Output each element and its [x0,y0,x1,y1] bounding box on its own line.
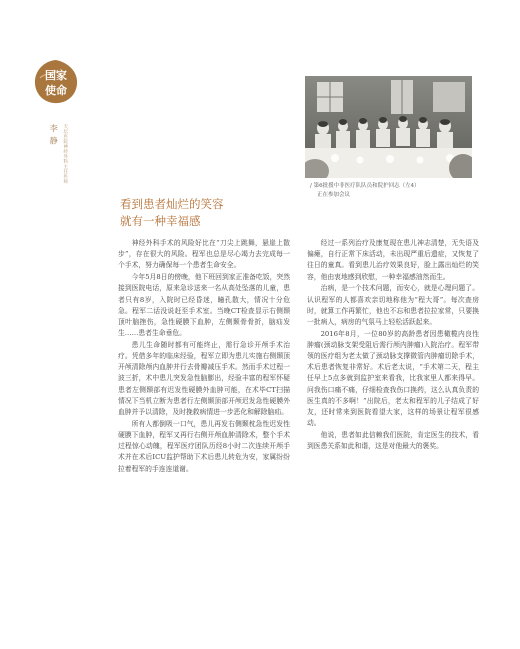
photo-caption [310,182,480,200]
svg-text:使命: 使命 [45,84,67,97]
svg-text:国家: 国家 [45,69,67,82]
seal-side-title: 李 静 [49,124,59,146]
left-column [118,238,290,475]
photo-caption-line2: 正在参加会议 [317,192,351,198]
paragraph: 患儿生命随时都有可能终止，需行急诊开颅手术治疗。凭借多年的临床经验，程军立即为患儿实施右侧颞顶开颅清除颅内血肿并行去骨瓣减压手术。然而手术过程一波三折，术中患儿突发急性脑膨出，经验丰富的程军怀疑患者左侧颞部有迟发性硬膜外血肿可能，在术毕CT扫描情况下当机立断为患者行左侧颞顶部开颅迟发急性硬膜外血肿并予以清除，及时挽救病情进一步恶化和解除脑疝。 [118,340,290,417]
right-column [307,238,479,453]
paragraph: 2016年8月，一位80岁的高龄患者因患橄榄内良性肿瘤(颈动脉支架受阻后需行颅内肿瘤)入院治疗。程军带领的医疗组为老太做了颈动脉支撑微管内肿瘤切除手术，术后患者恢复非常好。术后老太说，“手术第二天，程主任早上5点多就到监护室来看我，比我家里人都来得早。问我伤口痛不痛，仔细检查我伤口换药，这么认真负责的医生真的不多啊！”出院后，老太和程军的儿子结成了好友，还时常来到医院看望大家，这样的场景让程军很感动。 [307,329,479,428]
paragraph: 今年5月8日的傍晚，他下班回到家正准备吃饭，突然接到医院电话，原来急诊送来一名从高处坠落的儿童，患者只有8岁，入院时已经昏迷，瞳孔散大，情况十分危急。程军二话没说赶至手术室。当晚CT检查显示右侧颞顶叶脑挫伤，急性硬膜下血肿，左侧颞骨骨折，脑疝发生……患者生命垂危。 [118,273,290,338]
seal-side-text [44,124,72,184]
photo-caption-line1: / 第6批援中非医疗队队员和院护回志（左4） [310,183,420,189]
section-title-line2: 就有一种幸福感 [120,214,201,228]
paragraph: 经过一系列治疗及康复现在患儿神志清楚，无失语及偏瘫，自行正常下床活动，未出现严重后遗症，又恢复了往日的童真。看到患儿治疗效果良好，脸上露出灿烂的笑容，他由衷地感到欣慰，一种幸福感油然而生。 [307,239,479,281]
seal-logo-icon [32,58,80,106]
section-title-line1: 看到患者灿烂的笑容 [120,197,224,211]
paragraph: 所有人都倒吸一口气，患儿再发右侧颞枕急性迟发性硬膜下血肿，程军又再行右侧开颅血肿清除术，整个手术过程惊心动魄，程军医疗团队历经8小时二次连续开颅手术并在术后ICU监护帮助下术后患儿转危为安，家属纷纷拉着程军的手连连道谢。 [118,419,290,473]
seal-side-subtitle: 天坛医院神经外科主任医师 [62,124,68,184]
paragraph: 神经外科手术的风险好比在“刀尖上跳舞，悬崖上散步”，存在很大的风险。程军也总是尽心竭力去完成每一个手术，努力确保每一个患者生命安全。 [118,239,290,270]
paragraph: 治病，是一个技术问题，而安心，就是心理问题了。认识程军的人都喜欢亲切地称他为“程大哥”。每次查房时，就算工作再繁忙，他也不忘和患者拉拉家常，只要换一批病人，病房的气氛马上轻松活跃起来。 [307,284,479,326]
section-title [120,196,320,230]
national-mission-seal [32,58,80,106]
paragraph: 他说，患者如此信赖我们医院，肯定医生的技术，看到医患关系如此和谐，这是对他最大的褒奖。 [307,430,479,451]
meeting-photo [305,76,472,178]
